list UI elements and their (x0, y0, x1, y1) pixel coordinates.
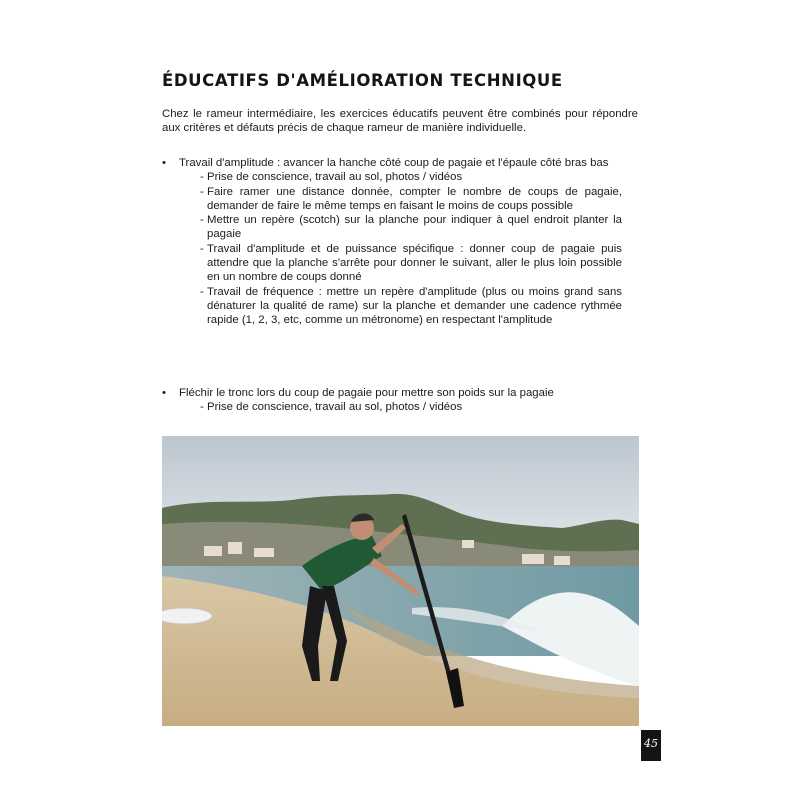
bullet-dot: • (162, 157, 166, 169)
dash: - (200, 185, 204, 198)
dash: - (200, 401, 204, 414)
sub-item (162, 285, 622, 328)
bullet-dot: • (162, 387, 166, 399)
dash: - (200, 171, 204, 184)
sub-item (162, 400, 622, 414)
page-number: 45 (641, 730, 661, 761)
paddler-illustration (162, 436, 639, 726)
sub-item (162, 242, 622, 285)
sub-item-text: Travail d'amplitude et de puissance spécifique : donner coup de pagaie puis attendre que la planche s'arrête pour donner le suivant, aller le plus loin possible en un nombre de coups donné (207, 242, 622, 284)
bullet-item-amplitude (162, 156, 642, 328)
sub-item (162, 170, 622, 184)
sub-item-text: Mettre un repère (scotch) sur la planche pour indiquer à quel endroit planter la pagaie (207, 214, 622, 241)
sub-item-text: Prise de conscience, travail au sol, photos / vidéos (207, 171, 463, 184)
sub-item-text: Faire ramer une distance donnée, compter le nombre de coups de pagaie, demander de faire le même temps en faisant le moins de coups possible (207, 185, 622, 212)
sublist (162, 400, 642, 414)
section-title: ÉDUCATIFS D'AMÉLIORATION TECHNIQUE (162, 71, 563, 90)
paddleboard (162, 608, 212, 624)
dash: - (200, 214, 204, 227)
bullet-text: Travail d'amplitude : avancer la hanche côté coup de pagaie et l'épaule côté bras bas (179, 157, 609, 169)
beach-photo (162, 436, 639, 726)
intro-paragraph: Chez le rameur intermédiaire, les exercices éducatifs peuvent être combinés pour répondre aux critères et défauts précis de chaque rameur de manière individuelle. (162, 108, 638, 135)
bullet-text: Fléchir le tronc lors du coup de pagaie pour mettre son poids sur la pagaie (179, 387, 554, 399)
sub-item-text: Prise de conscience, travail au sol, photos / vidéos (207, 401, 463, 414)
sublist (162, 170, 642, 327)
sub-item (162, 185, 622, 214)
dash: - (200, 242, 204, 255)
dash: - (200, 285, 204, 298)
sub-item-text: Travail de fréquence : mettre un repère d'amplitude (plus ou moins grand sans dénaturer la qualité de rame) sur la planche et demander une cadence rythmée rapide (1, 2, 3, etc, comme un métronome) en respectant l'amplitude (207, 285, 622, 327)
bullet-item-flechir (162, 386, 642, 415)
sub-item (162, 213, 622, 242)
